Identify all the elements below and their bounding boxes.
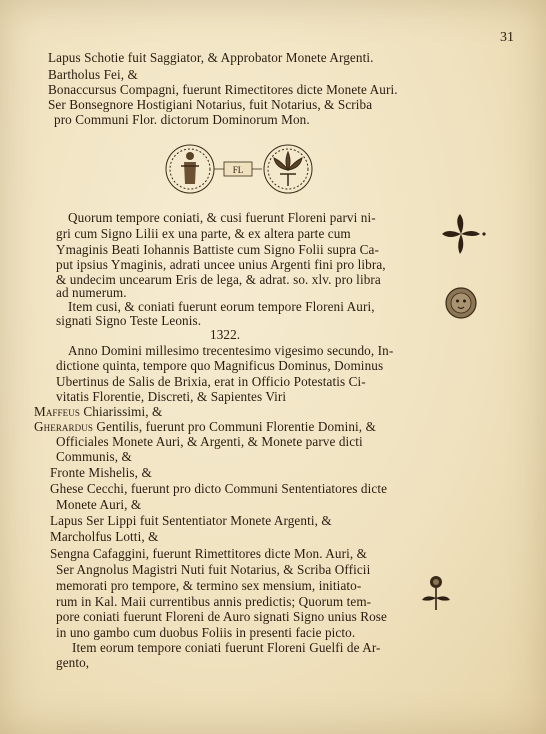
text-line: Bonaccursus Compagni, fuerunt Rimectitores dicte Monete Auri. [48, 82, 398, 97]
text-line: Ghese Cecchi, fuerunt pro dicto Communi Sententiatores dicte [50, 481, 388, 496]
text-line: memorati pro tempore, & termino sex mensium, initiato- [56, 578, 362, 593]
text-line: vitatis Florentie, Discreti, & Sapientes Viri [56, 389, 287, 404]
text-line: Lapus Schotie fuit Saggiator, & Approbator Monete Argenti. [48, 50, 374, 65]
coin-baptist [166, 145, 214, 193]
text-line: Officiales Monete Auri, & Argenti, & Monete parve dicti [56, 434, 363, 449]
text-line: gri cum Signo Lilii ex una parte, & ex altera parte cum [56, 226, 351, 241]
text-line: gento, [56, 655, 90, 670]
lion-head-icon [444, 286, 478, 320]
text-line: in uno gambo cum duobus Foliis in presenti facie picto. [56, 625, 356, 640]
text-line: Anno Domini millesimo trecentesimo vigesimo secundo, In- [68, 343, 394, 358]
leaf-ornament-icon [436, 214, 486, 254]
rose-icon [420, 574, 452, 614]
person-name: Maffeus [34, 404, 80, 419]
text-line: ad numerum. [56, 285, 127, 300]
coin-label-group [214, 162, 262, 176]
text-line: Ubertinus de Salis de Brixia, erat in Officio Potestatis Ci- [56, 374, 366, 389]
text-line: Lapus Ser Lippi fuit Sententiator Monete Argenti, & [50, 513, 332, 528]
coin-label: FL [232, 165, 244, 175]
text-line: pro Communi Flor. dictorum Dominorum Mon. [54, 112, 310, 127]
text-line: Sengna Cafaggini, fuerunt Rimettitores dicte Mon. Auri, & [50, 546, 368, 561]
text-line: Marcholfus Lotti, & [50, 529, 159, 544]
coin-lily [264, 145, 312, 193]
text-line: Item cusi, & coniati fuerunt eorum tempore Floreni Auri, [68, 299, 375, 314]
text-fragment: Chiarissimi, & [79, 404, 163, 419]
page-number: 31 [500, 30, 514, 45]
text-line: Ymaginis Beati Iohannis Battiste cum Signo Folii supra Ca- [56, 242, 380, 257]
text-line: signati Signo Teste Leonis. [56, 313, 202, 328]
text-line: pore coniati fuerunt Floreni de Auro signati Signo unius Rose [56, 609, 387, 624]
text-line-maffeus [34, 404, 162, 420]
text-line-gherardus [34, 419, 376, 435]
year-heading: 1322. [210, 327, 241, 342]
text-line: Ser Bonsegnore Hostigiani Notarius, fuit Notarius, & Scriba [48, 97, 373, 112]
florin-coins-illustration [160, 140, 320, 198]
text-fragment: Gentilis, fuerunt pro Communi Florentie Domini, & [92, 419, 376, 434]
text-line: Communis, & [56, 449, 132, 464]
text-line: dictione quinta, tempore quo Magnificus Dominus, Dominus [56, 358, 384, 373]
text-line: Fronte Mishelis, & [50, 465, 152, 480]
text-line: rum in Kal. Maii currentibus annis predictis; Quorum tem- [56, 594, 372, 609]
text-line: put ipsius Ymaginis, adrati uncee unius Argenti fini pro libra, [56, 257, 386, 272]
text-line: Ser Angnolus Magistri Nuti fuit Notarius, & Scriba Officii [56, 562, 371, 577]
text-line: Monete Auri, & [56, 497, 142, 512]
text-line: Item eorum tempore coniati fuerunt Floreni Guelfi de Ar- [72, 640, 381, 655]
text-line: Bartholus Fei, & [48, 67, 138, 82]
text-line: & undecim uncearum Eris de lega, & adrat. so. xlv. pro libra [56, 272, 381, 287]
text-line: Quorum tempore coniati, & cusi fuerunt Floreni parvi ni- [68, 210, 376, 225]
person-name: Gherardus [34, 419, 93, 434]
